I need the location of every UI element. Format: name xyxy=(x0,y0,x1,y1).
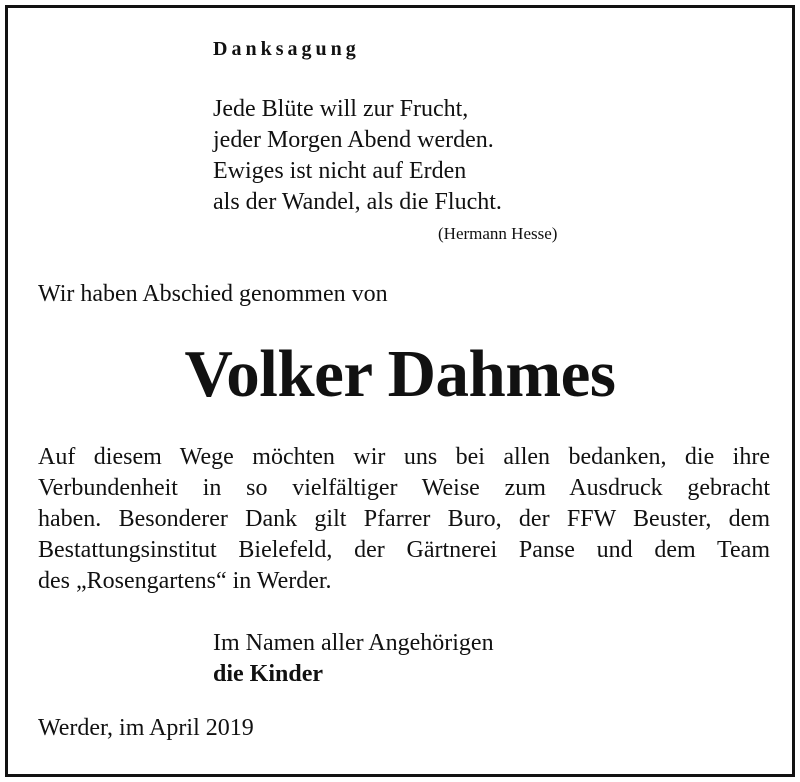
thanks-line: Bestattungsinstitut Bielefeld, der Gärtnerei Panse und dem Team xyxy=(38,537,770,563)
thanks-line: Auf diesem Wege möchten wir uns bei allen bedanken, die ihre xyxy=(38,444,770,470)
place-date: Werder, im April 2019 xyxy=(38,715,254,741)
thanks-line: haben. Besonderer Dank gilt Pfarrer Buro, der FFW Beuster, dem xyxy=(38,506,770,532)
signature-signer: die Kinder xyxy=(213,661,324,687)
poem-line: Jede Blüte will zur Frucht, xyxy=(213,96,469,122)
poem-line: jeder Morgen Abend werden. xyxy=(213,127,494,153)
obituary-notice xyxy=(5,5,795,777)
poem-author: (Hermann Hesse) xyxy=(438,224,558,243)
poem-line: als der Wandel, als die Flucht. xyxy=(213,189,502,215)
deceased-name: Volker Dahmes xyxy=(184,337,616,411)
poem-line: Ewiges ist nicht auf Erden xyxy=(213,158,467,184)
intro-text: Wir haben Abschied genommen von xyxy=(38,281,388,307)
poem xyxy=(213,94,502,218)
signature-line: Im Namen aller Angehörigen xyxy=(213,630,494,656)
thanks-line: Verbundenheit in so vielfältiger Weise zum Ausdruck gebracht xyxy=(38,475,770,501)
signature xyxy=(213,628,494,690)
notice-heading: Danksagung xyxy=(213,38,360,60)
thanks-line: des „Rosengartens“ in Werder. xyxy=(38,568,332,594)
thanks-paragraph xyxy=(38,442,770,597)
